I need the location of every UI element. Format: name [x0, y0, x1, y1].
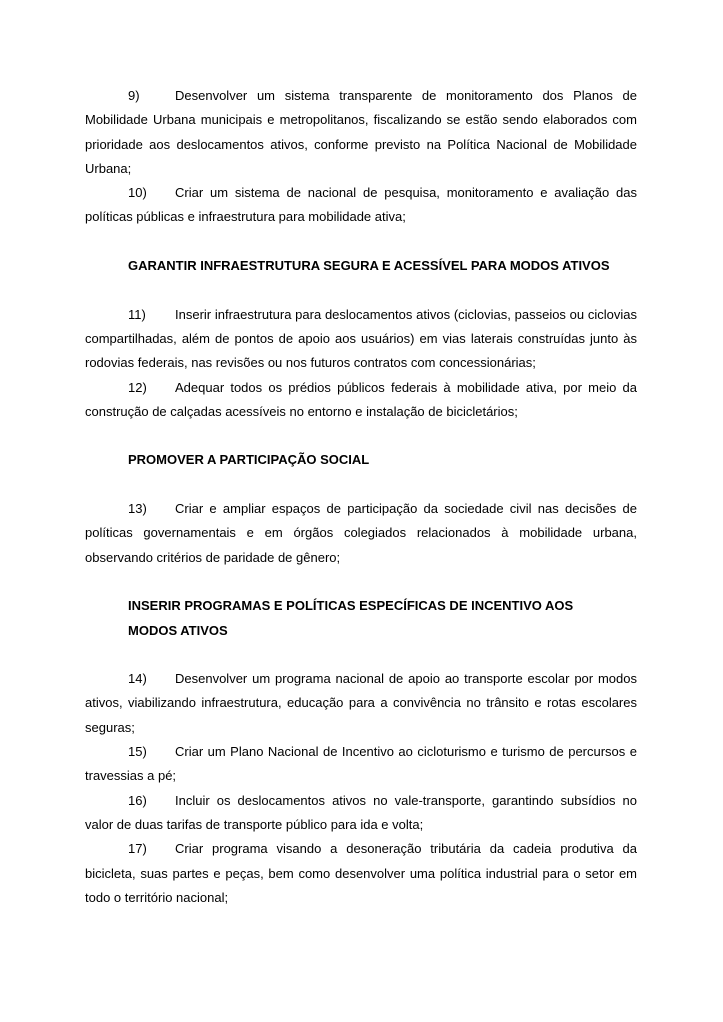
clause-number-16: 16): [128, 792, 147, 808]
clause-16: [85, 789, 637, 838]
section-heading-line-1: INSERIR PROGRAMAS E POLÍTICAS ESPECÍFICAS DE INCENTIVO AOS: [128, 598, 574, 614]
clause-text-16: Incluir os deslocamentos ativos no vale-transporte, garantindo subsídios no valor de duas tarifas de transporte público para ida e volta;: [85, 792, 637, 832]
clause-number-10: 10): [128, 185, 147, 201]
clause-number-14: 14): [128, 671, 147, 687]
clause-text-13: Criar e ampliar espaços de participação da sociedade civil nas decisões de políticas governamentais e em órgãos colegiados relacionados à mobilidade urbana, observando critérios de paridade de gênero;: [85, 501, 637, 565]
clause-text-10: Criar um sistema de nacional de pesquisa, monitoramento e avaliação das políticas públicas e infraestrutura para mobilidade ativa;: [85, 185, 637, 225]
clause-number-15: 15): [128, 744, 147, 760]
clause-number-9: 9): [128, 88, 140, 103]
clause-13: [85, 497, 637, 570]
clause-text-17: Criar programa visando a desoneração tributária da cadeia produtiva da bicicleta, suas partes e peças, bem como desenvolver uma política industrial para o setor em todo o território nacional;: [85, 841, 637, 905]
spacer: [85, 473, 637, 497]
clause-15: [85, 740, 637, 789]
clause-number-11: 11): [128, 306, 146, 322]
document-body: [85, 84, 637, 910]
spacer: [85, 424, 637, 448]
spacer: [85, 570, 637, 594]
spacer: [85, 230, 637, 254]
clause-9: [85, 84, 637, 181]
spacer: [85, 643, 637, 667]
clause-text-12: Adequar todos os prédios públicos federais à mobilidade ativa, por meio da construção de calçadas acessíveis no entorno e instalação de bicicletários;: [85, 379, 637, 419]
section-heading-promover-participacao: [85, 448, 637, 472]
clause-text-14: Desenvolver um programa nacional de apoio ao transporte escolar por modos ativos, viabilizando infraestrutura, educação para a convivência no trânsito e rotas escolares seguras;: [85, 671, 637, 735]
section-heading-line-2: MODOS ATIVOS: [128, 622, 228, 638]
spacer: [85, 278, 637, 302]
clause-text-11: Inserir infraestrutura para deslocamentos ativos (ciclovias, passeios ou ciclovias compartilhadas, além de pontos de apoio aos usuários) em vias laterais construídas junto às rodovias federais, nas revisões ou nos futuros contratos com concessionárias;: [85, 306, 637, 371]
clause-17: [85, 837, 637, 910]
clause-number-17: 17): [128, 841, 147, 857]
clause-text-9: Desenvolver um sistema transparente de monitoramento dos Planos de Mobilidade Urbana municipais e metropolitanos, fiscalizando se estão sendo elaborados com prioridade aos deslocamentos ativos, conforme previsto na Política Nacional de Mobilidade Urbana;: [85, 88, 637, 176]
clause-11: [85, 303, 637, 376]
section-heading-inserir-programas: [85, 594, 637, 643]
clause-number-13: 13): [128, 501, 147, 517]
clause-10: [85, 181, 637, 230]
clause-number-12: 12): [128, 379, 147, 395]
clause-12: [85, 376, 637, 425]
section-heading-line: GARANTIR INFRAESTRUTURA SEGURA E ACESSÍVEL PARA MODOS ATIVOS: [128, 258, 610, 274]
section-heading-garantir-infraestrutura: [85, 254, 637, 278]
clause-text-15: Criar um Plano Nacional de Incentivo ao cicloturismo e turismo de percursos e travessias a pé;: [85, 744, 637, 784]
section-heading-line: PROMOVER A PARTICIPAÇÃO SOCIAL: [128, 452, 370, 468]
clause-14: [85, 667, 637, 740]
